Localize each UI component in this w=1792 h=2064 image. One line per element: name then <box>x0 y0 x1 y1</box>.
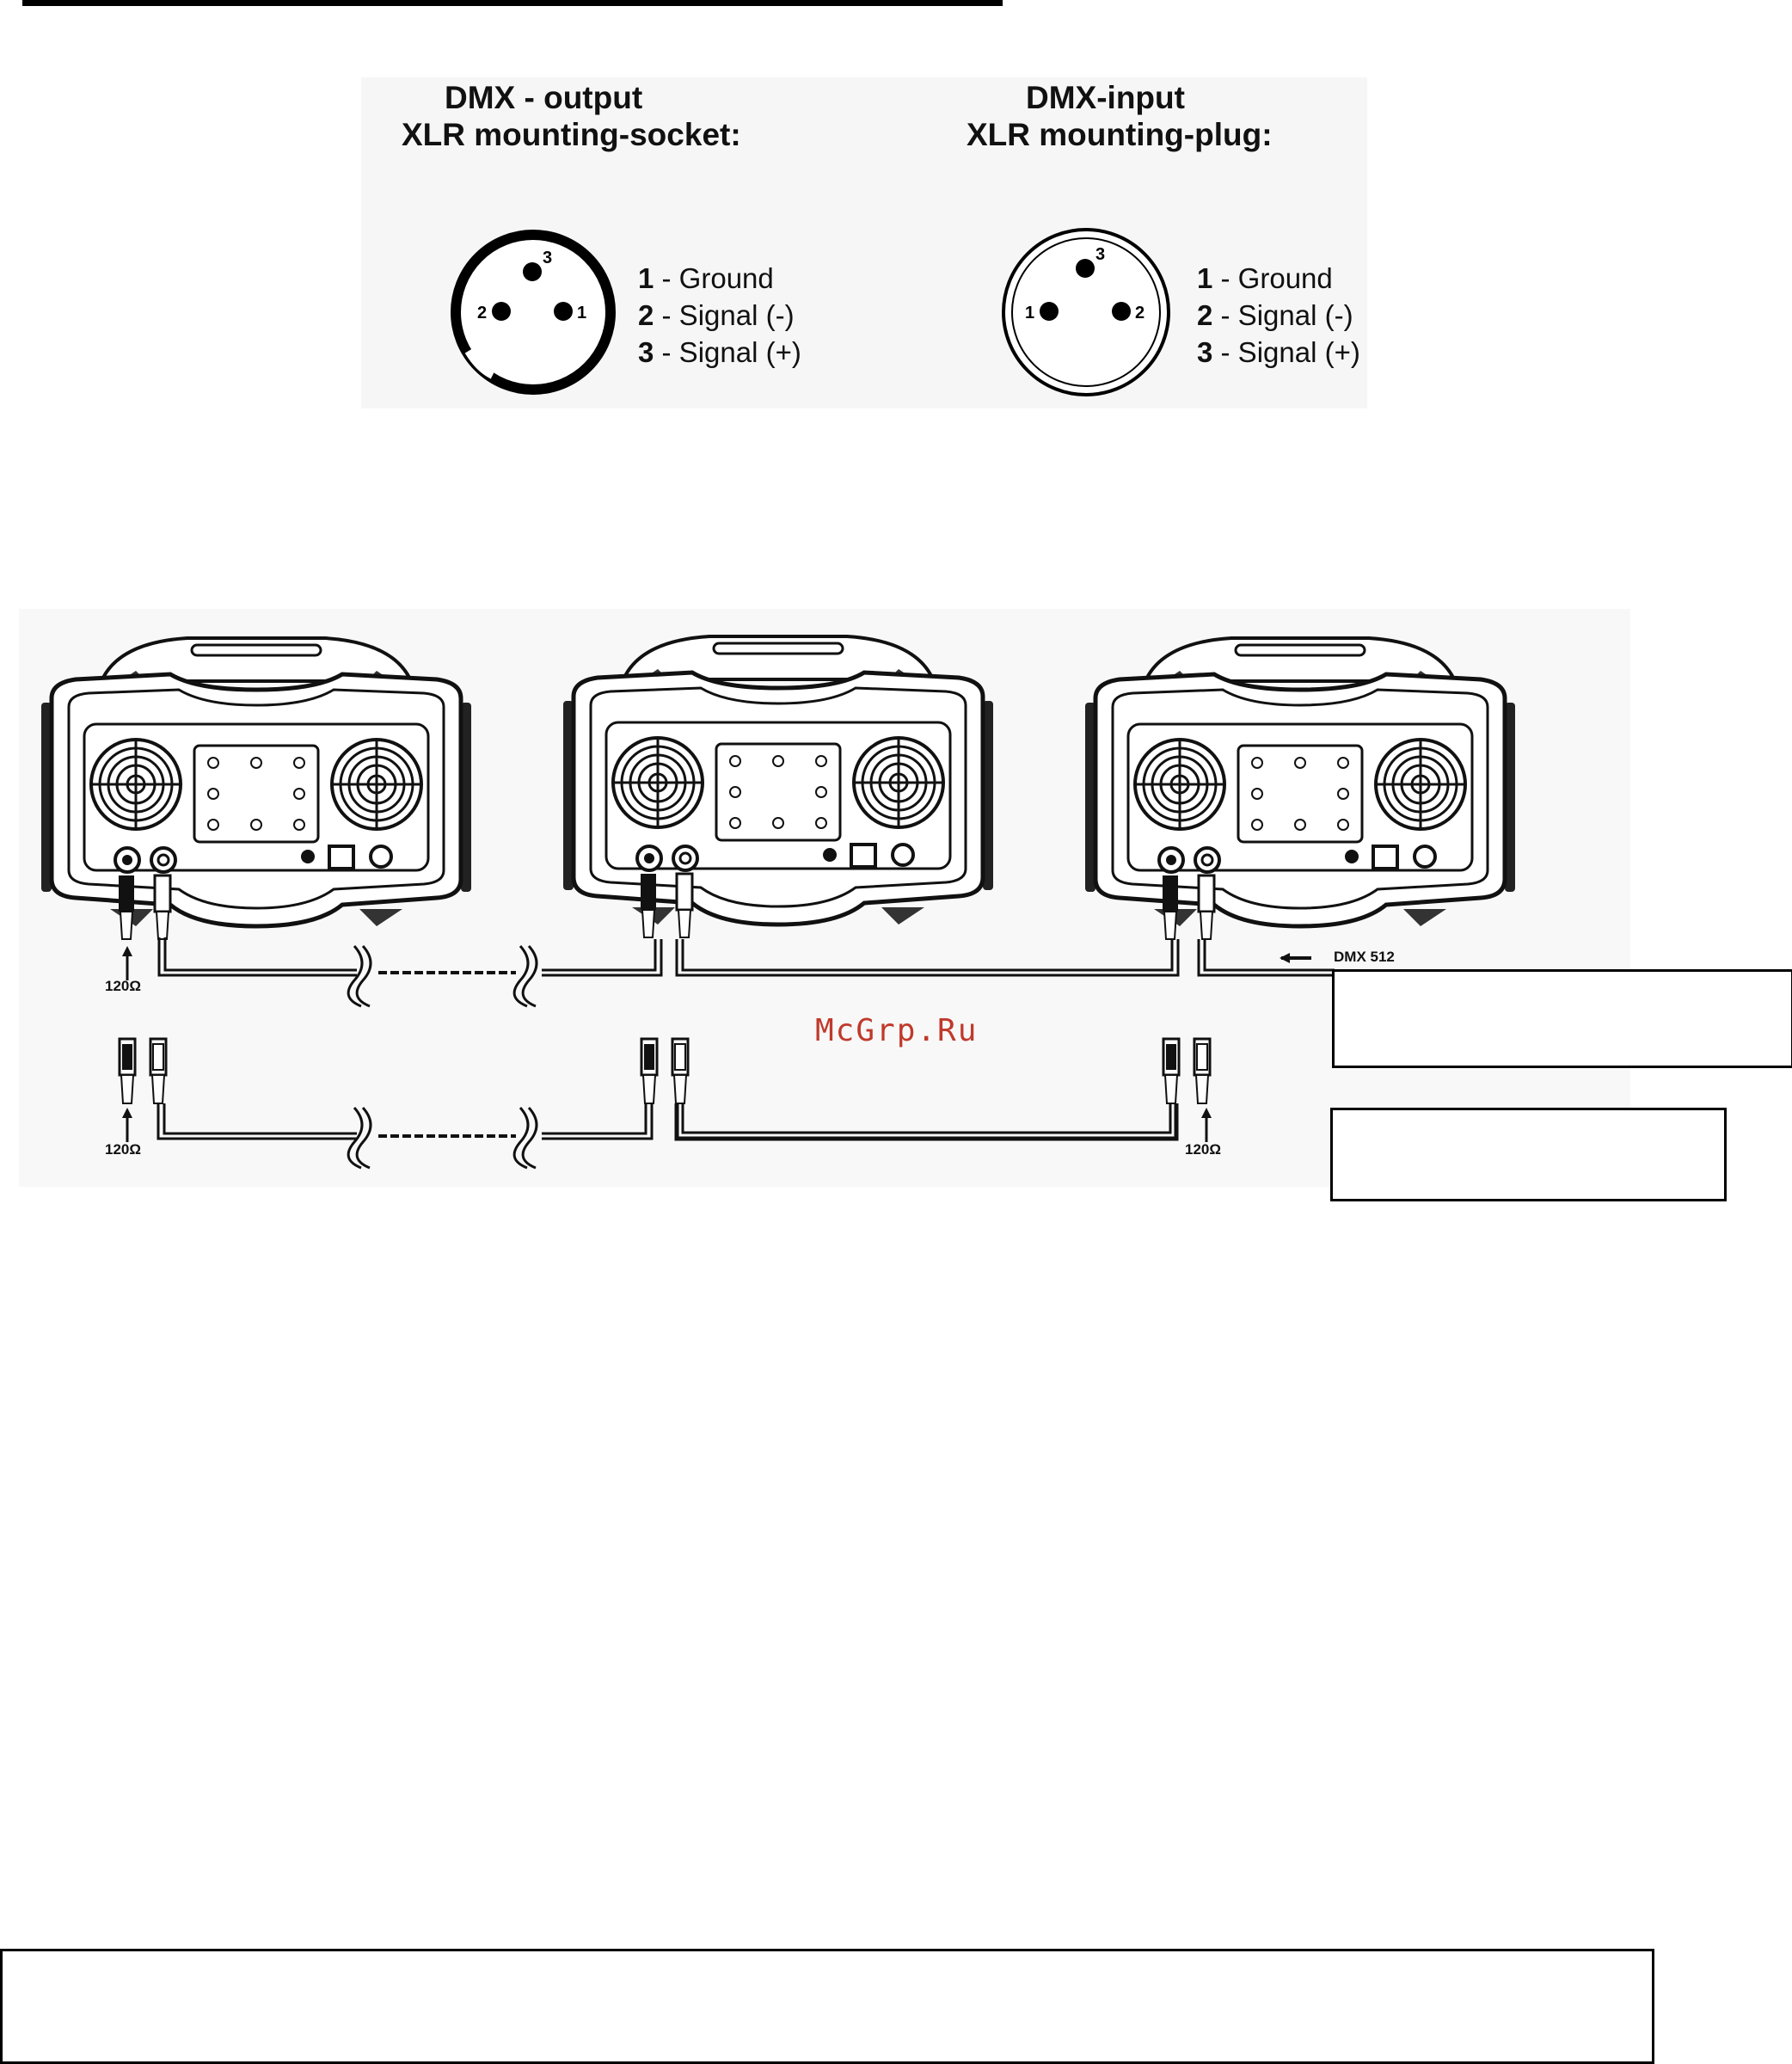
fixture-1 <box>41 638 471 939</box>
svg-text:2: 2 <box>477 304 488 322</box>
svg-text:3: 3 <box>1095 245 1106 264</box>
blank-box-bottom <box>0 1949 1654 2064</box>
xlr-socket-icon <box>443 222 623 402</box>
output-pin-3: 3 - Signal (+) <box>638 336 801 368</box>
cable-run-bottom <box>158 1103 1176 1168</box>
blank-box-1 <box>1332 969 1792 1068</box>
svg-text:1: 1 <box>577 304 587 322</box>
svg-text:2: 2 <box>1135 304 1145 322</box>
svg-text:1: 1 <box>1025 304 1035 322</box>
input-title: DMX-input <box>1026 80 1185 115</box>
xlr-plug-icon <box>996 222 1176 402</box>
blank-box-2 <box>1330 1108 1727 1201</box>
input-subtitle: XLR mounting-plug: <box>967 117 1273 152</box>
plug-pair-1 <box>120 1039 166 1103</box>
top-rule <box>22 0 1003 6</box>
output-title: DMX - output <box>445 80 643 115</box>
output-pin-list <box>638 260 801 371</box>
plug-pair-2 <box>641 1039 688 1103</box>
cable-run-top <box>159 937 1335 1006</box>
output-pin-2: 2 - Signal (-) <box>638 299 795 331</box>
input-pin-list <box>1197 260 1360 371</box>
plug-pair-3 <box>1163 1039 1210 1103</box>
dmx512-label: DMX 512 <box>1334 949 1395 965</box>
watermark-text: McGrp.Ru <box>815 1013 979 1048</box>
input-pin-3: 3 - Signal (+) <box>1197 336 1360 368</box>
input-pin-2: 2 - Signal (-) <box>1197 299 1353 331</box>
fixture-3 <box>1085 638 1515 939</box>
fixture-2 <box>563 636 993 937</box>
terminator-label-bottom-left: 120Ω <box>105 1141 141 1158</box>
svg-text:3: 3 <box>543 249 553 267</box>
output-pin-1: 1 - Ground <box>638 262 774 294</box>
output-subtitle: XLR mounting-socket: <box>402 117 741 152</box>
terminator-label-bottom-right: 120Ω <box>1185 1141 1221 1158</box>
input-pin-1: 1 - Ground <box>1197 262 1333 294</box>
terminator-label-top: 120Ω <box>105 978 141 994</box>
